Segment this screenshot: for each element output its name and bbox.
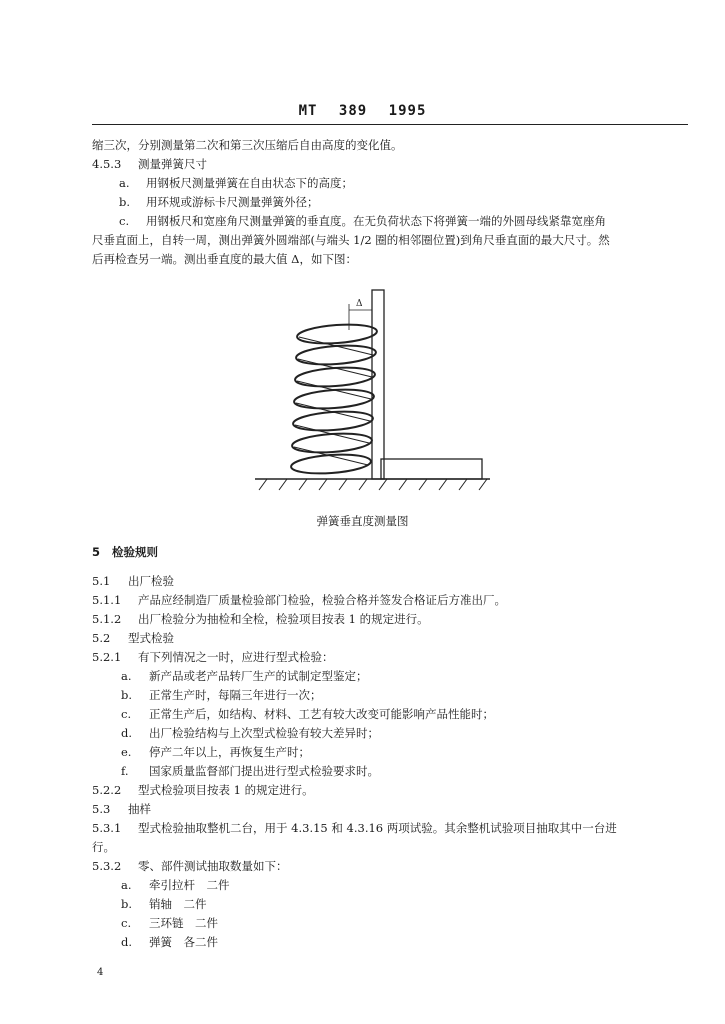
list-text: 用环规或游标卡尺测量弹簧外径； xyxy=(146,195,319,209)
standard-year: 1995 xyxy=(388,103,427,119)
clause-line xyxy=(92,572,174,590)
clause-title: 测量弹簧尺寸 xyxy=(138,157,207,171)
list-text: 国家质量监督部门提出进行型式检验要求时。 xyxy=(149,764,379,778)
clause-text: 零、部件测试抽取数量如下： xyxy=(138,859,288,873)
list-mark: c. xyxy=(121,707,132,721)
list-text: 牵引拉杆 二件 xyxy=(149,878,230,892)
header-rule xyxy=(92,124,688,125)
list-item xyxy=(121,895,207,913)
square-blade xyxy=(372,290,384,479)
spring-diagonals xyxy=(294,337,373,465)
list-text: 正常生产后，如结构、材料、工艺有较大改变可能影响产品性能时； xyxy=(149,707,494,721)
clause-text: 型式检验 xyxy=(128,631,174,645)
clause-text: 产品应经制造厂质量检验部门检验，检验合格并签发合格证后方准出厂。 xyxy=(138,593,506,607)
list-mark: b. xyxy=(121,897,133,911)
list-mark: b. xyxy=(121,688,133,702)
text-line: 尺垂直面上，自转一周，测出弹簧外圆端部(与端头 1/2 圈的相邻圈位置)到角尺垂直面的最大尺寸。然 xyxy=(92,233,610,247)
delta-label: Δ xyxy=(356,299,363,309)
clause-text: 有下列情况之一时，应进行型式检验： xyxy=(138,650,334,664)
clause-line xyxy=(92,857,288,875)
clause-line xyxy=(92,629,174,647)
list-mark: c. xyxy=(121,916,132,930)
ground-hatch xyxy=(259,479,487,490)
clause-4-5-3 xyxy=(92,155,207,173)
clause-number: 5.3.1 xyxy=(92,821,122,835)
clause-text: 型式检验抽取整机二台，用于 4.3.15 和 4.3.16 两项试验。其余整机试验项目抽取其中一台进 xyxy=(138,821,617,835)
list-mark: a. xyxy=(121,669,132,683)
clause-text: 出厂检验 xyxy=(128,574,174,588)
clause-text: 型式检验项目按表 1 的规定进行。 xyxy=(138,783,314,797)
list-item xyxy=(121,686,322,704)
clause-number: 4.5.3 xyxy=(92,157,122,171)
section-number: 5 xyxy=(92,545,101,559)
clause-text: 抽样 xyxy=(128,802,151,816)
clause-number: 5.3 xyxy=(92,802,111,816)
list-item xyxy=(121,705,494,723)
clause-number: 5.1.2 xyxy=(92,612,122,626)
list-text: 停产二年以上，再恢复生产时； xyxy=(149,745,310,759)
list-item xyxy=(121,876,230,894)
clause-line xyxy=(92,610,429,628)
clause-number: 5.1.1 xyxy=(92,593,122,607)
clause-line xyxy=(92,781,314,799)
list-mark: f. xyxy=(121,764,129,778)
list-text: 销轴 二件 xyxy=(149,897,207,911)
list-mark: b. xyxy=(119,195,131,209)
list-text: 用钢板尺和宽座角尺测量弹簧的垂直度。在无负荷状态下将弹簧一端的外圆母线紧靠宽座角 xyxy=(146,214,606,228)
section-heading xyxy=(92,543,158,561)
list-text: 用钢板尺测量弹簧在自由状态下的高度； xyxy=(146,176,353,190)
list-item xyxy=(119,212,606,230)
list-mark: d. xyxy=(121,935,133,949)
clause-number: 5.2.1 xyxy=(92,650,122,664)
clause-number: 5.2 xyxy=(92,631,111,645)
clause-line xyxy=(92,800,151,818)
list-item xyxy=(121,914,218,932)
list-item xyxy=(119,174,353,192)
list-mark: a. xyxy=(119,176,130,190)
list-text: 新产品或老产品转厂生产的试制定型鉴定； xyxy=(149,669,368,683)
list-text: 正常生产时，每隔三年进行一次； xyxy=(149,688,322,702)
list-mark: d. xyxy=(121,726,133,740)
text-line: 缩三次，分别测量第二次和第三次压缩后自由高度的变化值。 xyxy=(92,138,403,152)
list-item xyxy=(121,743,310,761)
clause-number: 5.3.2 xyxy=(92,859,122,873)
square-base xyxy=(381,459,482,479)
figure-caption: 弹簧垂直度测量图 xyxy=(316,514,409,528)
clause-line xyxy=(92,648,334,666)
standard-number: 389 xyxy=(338,103,368,119)
clause-continuation: 行。 xyxy=(92,840,115,854)
clause-number: 5.2.2 xyxy=(92,783,122,797)
list-mark: a. xyxy=(121,878,132,892)
list-text: 弹簧 各二件 xyxy=(149,935,218,949)
clause-text: 出厂检验分为抽检和全检，检验项目按表 1 的规定进行。 xyxy=(138,612,429,626)
list-item xyxy=(121,762,379,780)
list-text: 出厂检验结构与上次型式检验有较大差异时； xyxy=(149,726,379,740)
text-line: 后再检查另一端。测出垂直度的最大值 Δ，如下图： xyxy=(92,252,357,266)
list-item xyxy=(119,193,319,211)
page-number: 4 xyxy=(97,967,104,978)
spring-perpendicularity-figure xyxy=(255,282,495,494)
section-title: 检验规则 xyxy=(112,545,158,559)
clause-line xyxy=(92,591,506,609)
list-item xyxy=(121,724,379,742)
list-mark: c. xyxy=(119,214,130,228)
page-header xyxy=(0,103,725,123)
list-item xyxy=(121,933,218,951)
list-item xyxy=(121,667,368,685)
clause-number: 5.1 xyxy=(92,574,111,588)
clause-line xyxy=(92,819,617,837)
standard-code: MT xyxy=(298,103,318,119)
list-mark: e. xyxy=(121,745,132,759)
list-text: 三环链 二件 xyxy=(149,916,218,930)
